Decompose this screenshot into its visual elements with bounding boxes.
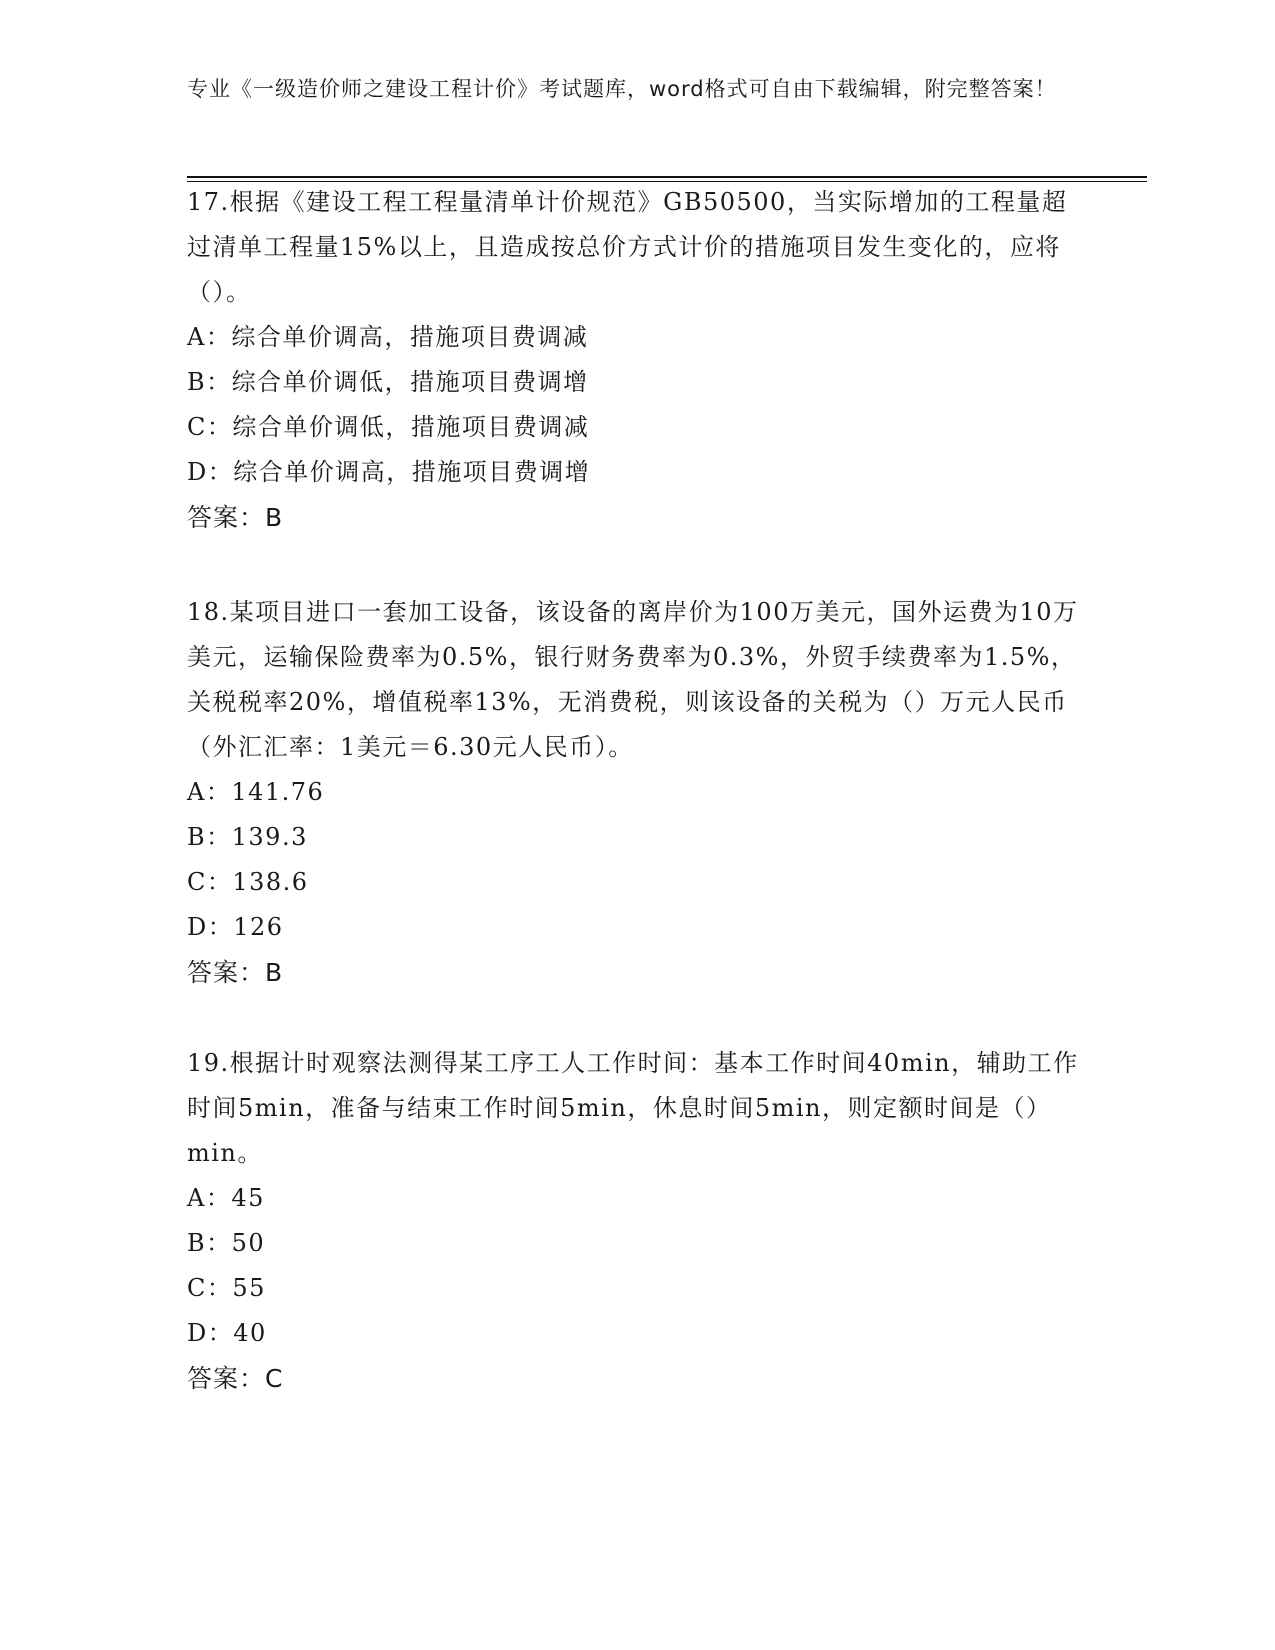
question-stem: 18.某项目进口一套加工设备，该设备的离岸价为100万美元，国外运费为10万美元，运输保险费率为0.5%，银行财务费率为0.3%，外贸手续费率为1.5%，关税税率20%，增值税率13%，无消费税，则该设备的关税为（）万元人民币（外汇汇率：1美元＝6.30元人民币）。: [187, 598, 1079, 761]
answer: 答案：C: [187, 1364, 284, 1393]
question-17: [187, 180, 1087, 540]
option-c: C：综合单价调低，措施项目费调减: [187, 413, 590, 441]
option-d: D：126: [187, 913, 284, 941]
option-d: D：综合单价调高，措施项目费调增: [187, 458, 591, 486]
answer: 答案：B: [187, 958, 284, 987]
option-a: A：综合单价调高，措施项目费调减: [187, 323, 589, 351]
option-b: B：综合单价调低，措施项目费调增: [187, 368, 589, 396]
option-a: A：45: [187, 1184, 265, 1212]
option-a: A：141.76: [187, 778, 325, 806]
question-stem: 17.根据《建设工程工程量清单计价规范》GB50500，当实际增加的工程量超过清单工程量15%以上，且造成按总价方式计价的措施项目发生变化的，应将（）。: [187, 188, 1068, 306]
question-18: [187, 590, 1087, 995]
option-b: B：139.3: [187, 823, 308, 851]
option-c: C：55: [187, 1274, 266, 1302]
header-divider-thick: [187, 176, 1147, 178]
document-header: 专业《一级造价师之建设工程计价》考试题库，word格式可自由下载编辑，附完整答案！: [187, 77, 1057, 101]
option-b: B：50: [187, 1229, 266, 1257]
answer: 答案：B: [187, 503, 284, 532]
question-stem: 19.根据计时观察法测得某工序工人工作时间：基本工作时间40min，辅助工作时间5min，准备与结束工作时间5min，休息时间5min，则定额时间是（）min。: [187, 1049, 1079, 1167]
question-19: [187, 1041, 1087, 1401]
option-d: D：40: [187, 1319, 267, 1347]
option-c: C：138.6: [187, 868, 309, 896]
